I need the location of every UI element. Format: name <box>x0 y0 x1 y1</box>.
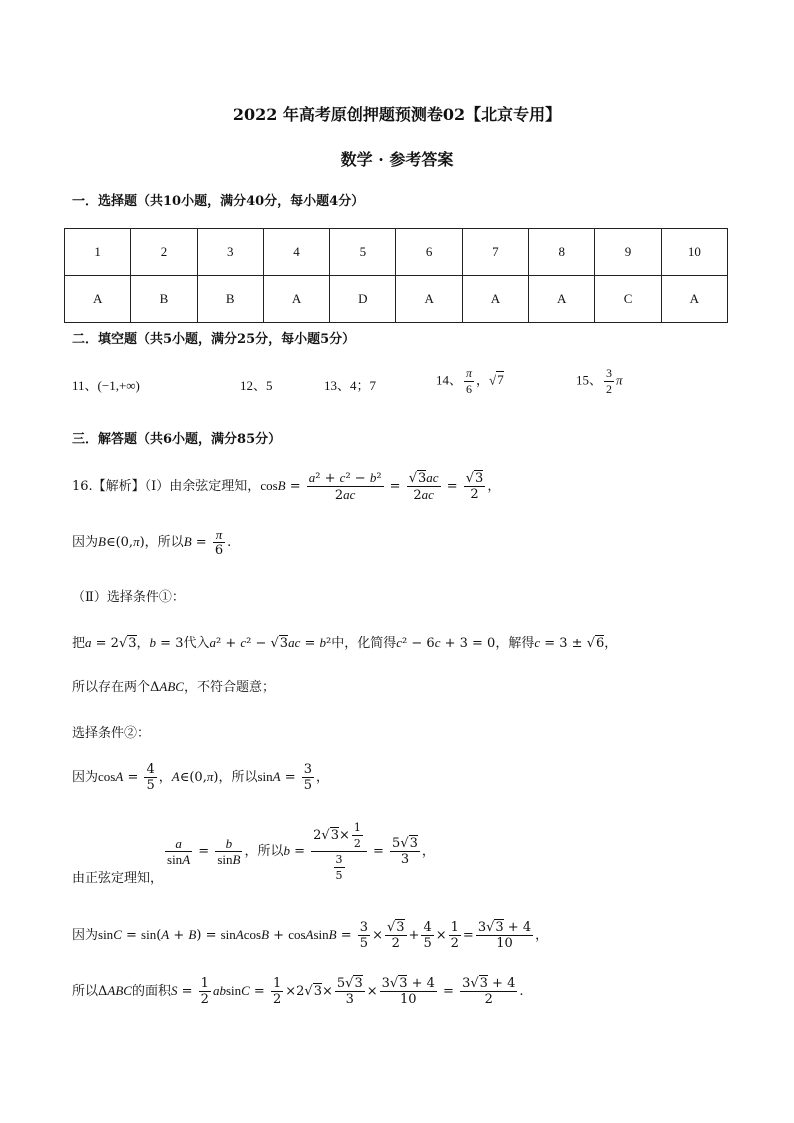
answer-11-label: 11、 <box>72 378 98 393</box>
solution-line-7-text-a: 因为 <box>72 770 99 785</box>
answer-cell: A <box>65 276 131 323</box>
solution-line-1-text: 16.【解析】（Ⅰ）由余弦定理知， <box>72 479 261 494</box>
question-number-cell: 9 <box>595 229 661 276</box>
answer-15-label: 15、 <box>576 372 603 388</box>
solution-line-10-text-a: 所以 <box>72 984 99 999</box>
solution-line-4-text-d: ，解得 <box>495 636 535 651</box>
solution-line-10-text-b: 的面积 <box>131 984 171 999</box>
solution-line-7: 因为cosA = $\frac{4}{5}$ ，A∈(0,π)，所以sinA = $\frac{3}{5}$ ， <box>72 762 330 793</box>
solution-line-6: 选择条件②： <box>72 726 151 741</box>
answer-14: 14、 $\frac{\pi}{6}$ ，√7 <box>436 366 504 396</box>
answer-table-number-row <box>65 229 728 276</box>
solution-line-2: 因为B∈(0,π)，所以B = $\frac{\pi}{6}$ . <box>72 527 232 558</box>
section1-heading: 一．选择题（共10小题，满分40分，每小题4分） <box>72 194 365 209</box>
solution-line-8: 由正弦定理知， $\frac{a}{\sin A}$ = $\frac{b}{\sin B}$ ，所以b = 2√3× $\frac{1}{2}$ $\frac{3}{5}$ = $\frac{5√3}{3}$ ， <box>72 821 435 886</box>
answer-14-label: 14、 <box>436 372 463 388</box>
solution-line-5: 所以存在两个ΔABC，不符合题意； <box>72 679 275 695</box>
answer-cell: A <box>462 276 528 323</box>
answer-13: 13、4；7 <box>324 378 377 393</box>
section2-heading: 二．填空题（共5小题，满分25分，每小题5分） <box>72 332 356 347</box>
solution-line-2-text-b: ，所以 <box>144 535 184 550</box>
solution-line-8-text-a: 由正弦定理知， <box>72 871 164 886</box>
solution-line-4-text-a: 把 <box>72 636 86 651</box>
question-number-cell: 5 <box>330 229 396 276</box>
solution-line-4-text-b: 代入 <box>183 636 210 651</box>
answer-cell: D <box>330 276 396 323</box>
page-subtitle: 数学 · 参考答案 <box>340 150 454 169</box>
question-number-cell: 1 <box>65 229 131 276</box>
solution-line-3: （Ⅱ）选择条件①： <box>72 590 185 605</box>
answer-cell: C <box>595 276 661 323</box>
answer-12: 12、5 <box>240 378 273 393</box>
solution-line-7-text-b: ，所以 <box>218 770 258 785</box>
question-number-cell: 4 <box>263 229 329 276</box>
answer-table <box>64 228 728 323</box>
answer-11 <box>72 375 140 394</box>
solution-line-9-text: 因为 <box>72 928 99 943</box>
section3-heading: 三．解答题（共6小题，满分85分） <box>72 432 282 447</box>
answer-table-answer-row <box>65 276 728 323</box>
question-number-cell: 3 <box>197 229 263 276</box>
question-number-cell: 8 <box>529 229 595 276</box>
solution-line-8-text-b: ，所以 <box>244 844 284 859</box>
solution-line-1: 16.【解析】（Ⅰ）由余弦定理知，cosB = $\frac{\text{a² + c² − b²}}{2ac}$ = $\frac{√3ac}{2ac}$ = $\frac{√3}{2}$ ， <box>72 470 501 503</box>
answer-cell: A <box>396 276 462 323</box>
answer-cell: B <box>197 276 263 323</box>
answer-14-sep: ， <box>476 372 490 388</box>
answer-cell: A <box>263 276 329 323</box>
question-number-cell: 6 <box>396 229 462 276</box>
question-number-cell: 7 <box>462 229 528 276</box>
solution-line-2-text-a: 因为 <box>72 535 99 550</box>
question-number-cell: 10 <box>661 229 727 276</box>
answer-cell: B <box>131 276 197 323</box>
solution-line-4: 把a = 2√3，b = 3代入a² + c² − √3ac = b²中，化简得c² − 6c + 3 = 0，解得c = 3 ± √6， <box>72 635 618 651</box>
question-number-cell: 2 <box>131 229 197 276</box>
solution-line-4-text-c: 中，化简得 <box>331 636 397 651</box>
answer-11-value: (−1,+∞) <box>97 378 140 393</box>
answer-cell: A <box>529 276 595 323</box>
answer-cell: A <box>661 276 727 323</box>
solution-line-10: 所以ΔABC的面积S = $\frac{1}{2}$ absinC = $\frac{1}{2}$ ×2√3× $\frac{5√3}{3}$ × $\frac{3√3 + 4}{10}$ = $\frac{3√3 + 4}{2}$ . <box>72 976 524 1007</box>
solution-line-5-text-a: 所以存在两个 <box>72 680 151 695</box>
page-title: 2022 年高考原创押题预测卷02【北京专用】 <box>232 105 562 124</box>
solution-line-9: 因为sinC = sin(A + B) = sinAcosB + cosAsinB = $\frac{3}{5}$ × $\frac{√3}{2}$ + $\frac{4}{5}$ × $\frac{1}{2}$ = $\frac{3√3 + 4}{10}$ ， <box>72 920 549 951</box>
answer-15: 15、 $\frac{3}{2}$ π <box>576 366 623 396</box>
solution-line-5-text-b: ，不符合题意； <box>183 680 275 695</box>
